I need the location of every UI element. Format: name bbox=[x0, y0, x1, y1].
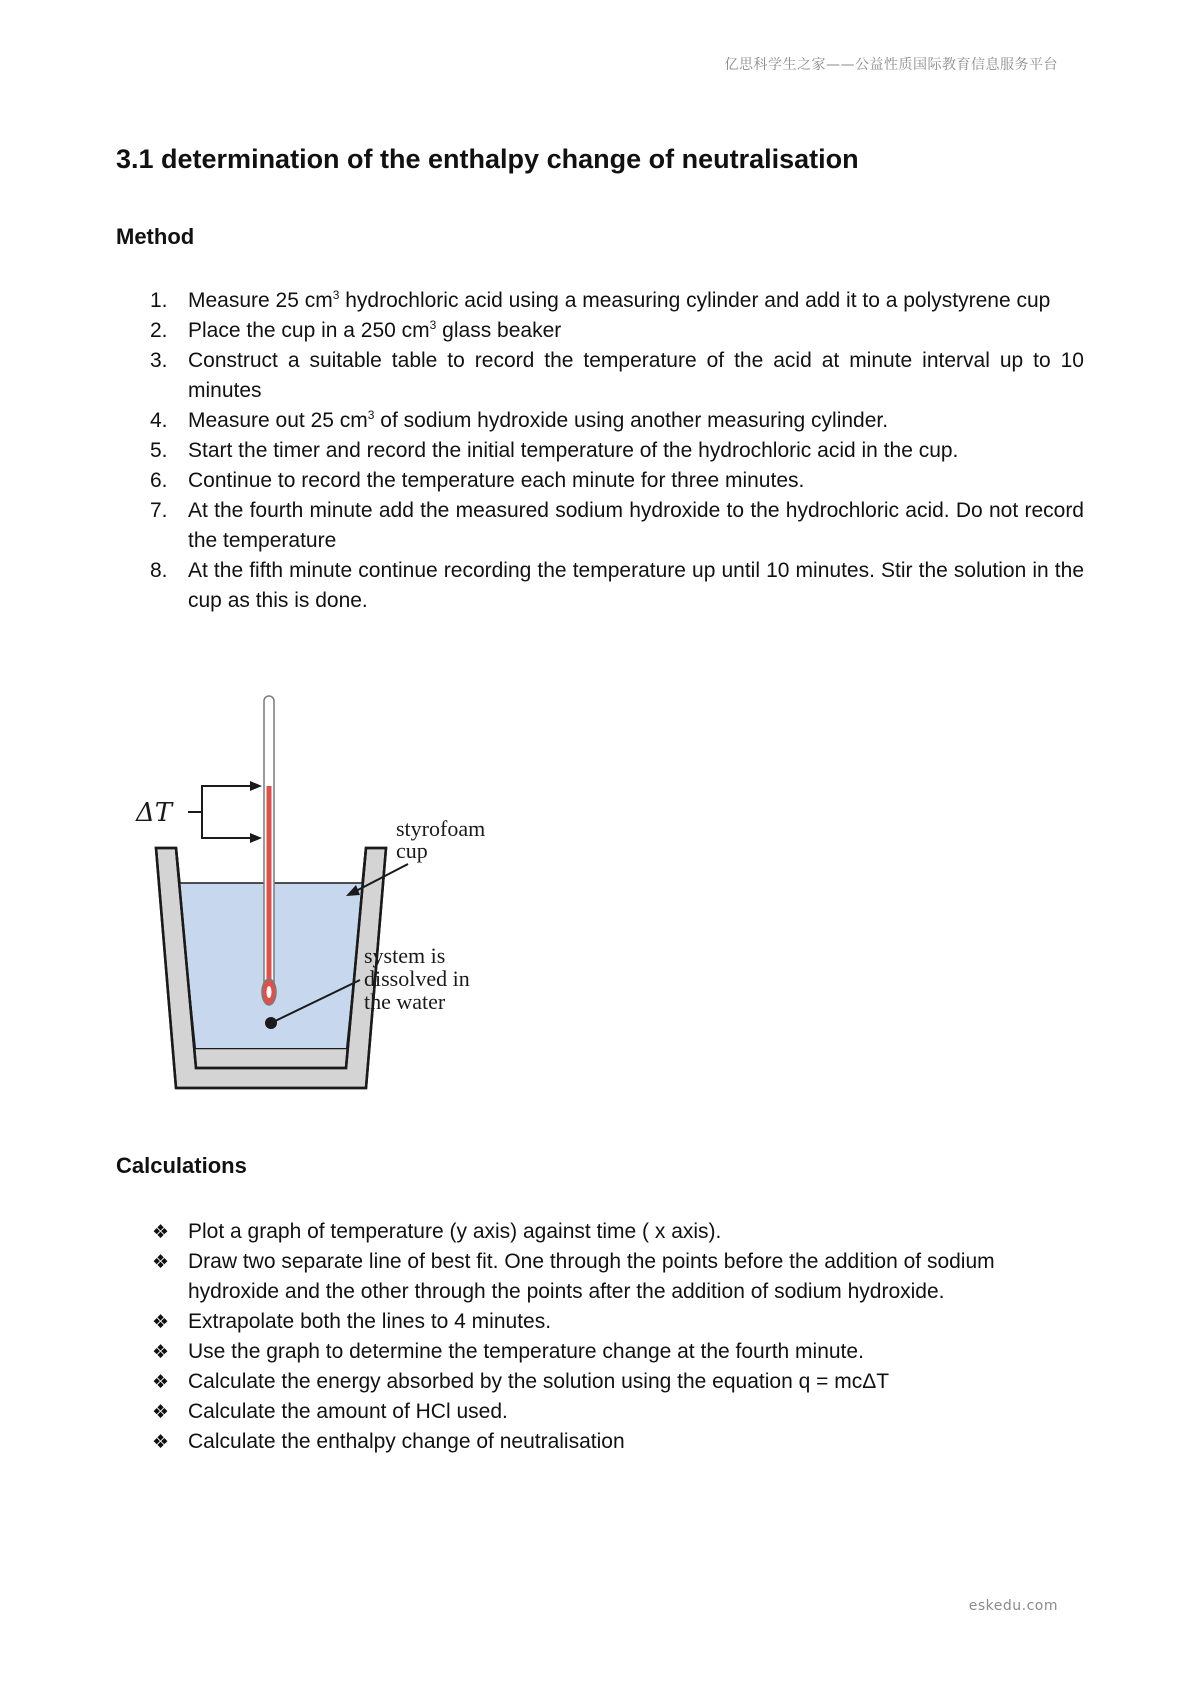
step-number: 1. bbox=[150, 289, 168, 312]
diamond-bullet-icon: ❖ bbox=[152, 1221, 170, 1243]
calculation-item bbox=[150, 1337, 1084, 1367]
superscript: 3 bbox=[429, 318, 437, 332]
calculation-text: Calculate the energy absorbed by the solution using the equation q = mcΔT bbox=[188, 1370, 890, 1393]
footer-site-name: eskedu.com bbox=[968, 1598, 1058, 1614]
calorimeter-diagram bbox=[116, 678, 546, 1110]
step-number: 7. bbox=[150, 499, 168, 522]
system-label-line3: the water bbox=[364, 989, 446, 1014]
diamond-bullet-icon: ❖ bbox=[152, 1251, 170, 1273]
calculations-heading: Calculations bbox=[116, 1153, 247, 1178]
step-text: Continue to record the temperature each minute for three minutes. bbox=[188, 469, 805, 492]
step-text: Construct a suitable table to record the temperature of the acid at minute interval up to 10 minutes bbox=[188, 349, 1084, 402]
superscript: 3 bbox=[367, 408, 375, 422]
step-number: 2. bbox=[150, 319, 168, 342]
calorimeter-svg bbox=[116, 678, 546, 1110]
delta-t-arrow-bottom bbox=[250, 833, 262, 843]
method-step bbox=[150, 286, 1084, 316]
calculation-text: Draw two separate line of best fit. One through the points before the addition of sodium hydroxide and the other through the points after the addition of sodium hydroxide. bbox=[188, 1250, 995, 1303]
step-text: Start the timer and record the initial temperature of the hydrochloric acid in the cup. bbox=[188, 439, 959, 462]
calculation-item bbox=[150, 1397, 1084, 1427]
method-step bbox=[150, 466, 1084, 496]
system-label-line1: system is bbox=[364, 943, 446, 968]
calculation-text: Extrapolate both the lines to 4 minutes. bbox=[188, 1310, 552, 1333]
header-site-tagline: 亿思科学生之家——公益性质国际教育信息服务平台 bbox=[724, 57, 1058, 73]
step-text-cont: hydrochloric acid using a measuring cylinder and add it to a polystyrene cup bbox=[339, 289, 1051, 312]
calculation-item bbox=[150, 1247, 1084, 1307]
diamond-bullet-icon: ❖ bbox=[152, 1341, 170, 1363]
step-number: 6. bbox=[150, 469, 168, 492]
calculation-text: Calculate the amount of HCl used. bbox=[188, 1400, 508, 1423]
step-text-cont: glass beaker bbox=[436, 319, 562, 342]
delta-t-label: ΔT bbox=[136, 798, 173, 828]
diamond-bullet-icon: ❖ bbox=[152, 1431, 170, 1453]
superscript: 3 bbox=[332, 288, 340, 302]
delta-t-bracket bbox=[202, 786, 254, 838]
calculation-text: Calculate the enthalpy change of neutralisation bbox=[188, 1430, 625, 1453]
method-step bbox=[150, 316, 1084, 346]
thermometer-mercury bbox=[267, 786, 272, 988]
method-steps-list bbox=[150, 286, 1084, 616]
cup-label-line2: cup bbox=[396, 838, 428, 863]
diamond-bullet-icon: ❖ bbox=[152, 1311, 170, 1333]
delta-t-arrow-top bbox=[250, 781, 262, 791]
method-heading: Method bbox=[116, 224, 195, 249]
method-step bbox=[150, 436, 1084, 466]
diamond-bullet-icon: ❖ bbox=[152, 1401, 170, 1423]
calculation-item bbox=[150, 1367, 1084, 1397]
calculation-item bbox=[150, 1217, 1084, 1247]
method-step bbox=[150, 496, 1084, 556]
system-label-line2: dissolved in bbox=[364, 966, 470, 991]
method-step bbox=[150, 406, 1084, 436]
step-text: Place the cup in a 250 cm bbox=[188, 319, 430, 342]
step-text: At the fourth minute add the measured sodium hydroxide to the hydrochloric acid. Do not record the temperature bbox=[188, 499, 1084, 552]
calculation-item bbox=[150, 1307, 1084, 1337]
system-dot bbox=[265, 1017, 277, 1029]
method-step bbox=[150, 556, 1084, 616]
step-number: 5. bbox=[150, 439, 168, 462]
calculation-text: Plot a graph of temperature (y axis) against time ( x axis). bbox=[188, 1220, 722, 1243]
step-text: Measure out 25 cm bbox=[188, 409, 368, 432]
cup-label-line1: styrofoam bbox=[396, 816, 486, 841]
step-text-cont: of sodium hydroxide using another measuring cylinder. bbox=[374, 409, 889, 432]
method-step bbox=[150, 346, 1084, 406]
calculation-text: Use the graph to determine the temperature change at the fourth minute. bbox=[188, 1340, 864, 1363]
step-number: 3. bbox=[150, 349, 168, 372]
calculation-item bbox=[150, 1427, 1084, 1457]
step-text: At the fifth minute continue recording the temperature up until 10 minutes. Stir the solution in the cup as this is done. bbox=[188, 559, 1084, 612]
step-text: Measure 25 cm bbox=[188, 289, 333, 312]
step-number: 8. bbox=[150, 559, 168, 582]
diamond-bullet-icon: ❖ bbox=[152, 1371, 170, 1393]
step-number: 4. bbox=[150, 409, 168, 432]
page-title: 3.1 determination of the enthalpy change of neutralisation bbox=[116, 144, 859, 174]
calculations-list bbox=[150, 1217, 1084, 1457]
thermometer-bulb-highlight bbox=[267, 986, 272, 998]
